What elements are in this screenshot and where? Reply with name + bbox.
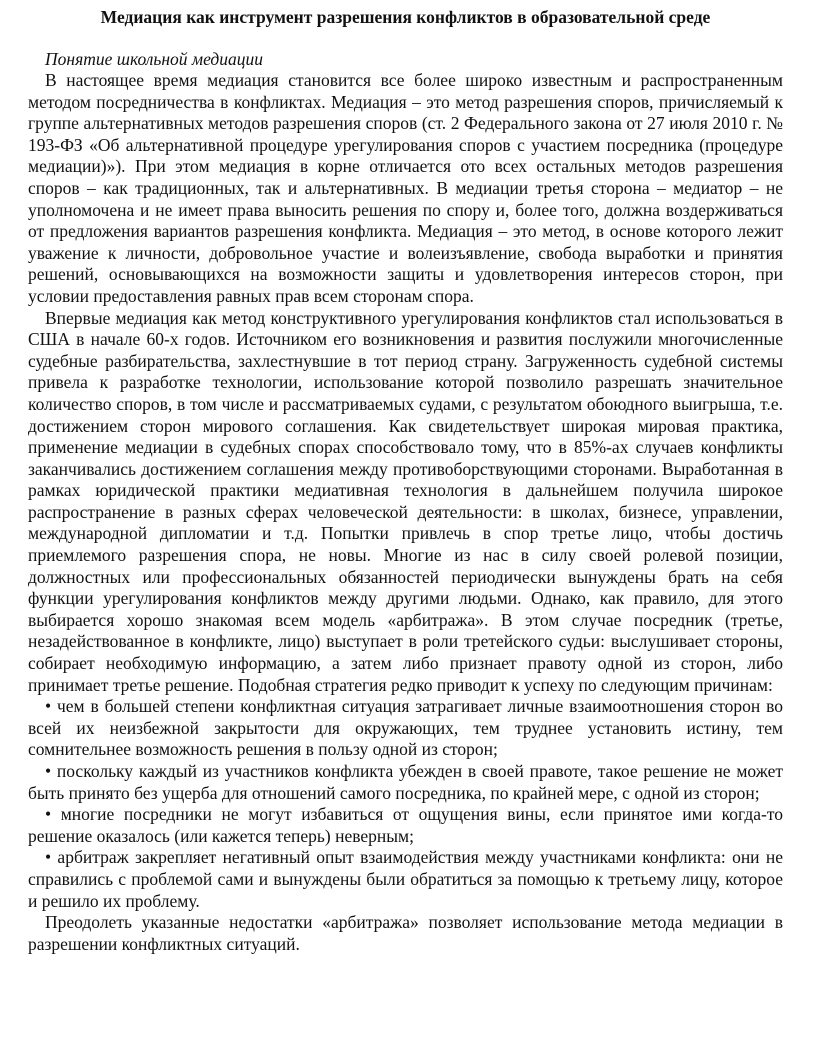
- paragraph-conclusion: Преодолеть указанные недостатки «арбитража» позволяет использование метода медиации в разрешении конфликтных ситуаций.: [28, 912, 783, 954]
- section-heading: Понятие школьной медиации: [45, 49, 264, 69]
- paragraph-history: Впервые медиация как метод конструктивного урегулирования конфликтов стал использоваться в США в начале 60-х годов. Источником его возникновения и развития послужили многочисленные судебные разбирательства, захлестнувшие в тот период страну. Загруженность судебной системы привела к разработке технологии, использование которой позволило разрешать значительное количество споров, в том числе и рассматриваемых судами, с результатом обоюдного выигрыша, т.е. достижением сторон мирового соглашения. Как свидетельствует широкая мировая практика, применение медиации в судебных спорах способствовало тому, что в 85%-ах случаев конфликты заканчивались достижением соглашения между противоборствующими сторонами. Выработанная в рамках юридической практики медиативная технология в дальнейшем получила широкое распространение в разных сферах человеческой деятельности: в школах, бизнесе, управлении, международной дипломатии и т.д. Попытки привлечь в спор третье лицо, чтобы достичь приемлемого разрешения спора, не новы. Многие из нас в силу своей ролевой позиции, должностных или профессиональных обязанностей периодически вынуждены брать на себя функции урегулирования конфликтов между другими людьми. Однако, как правило, для этого выбирается хорошо знакомая всем модель «арбитража». В этом случае посредник (третье, незадействованное в конфликте, лицо) выступает в роли третейского судьи: выслушивает стороны, собирает необходимую информацию, а затем либо признает правоту одной из сторон, либо принимает третье решение. Подобная стратегия редко приводит к успеху по следующим причинам:: [28, 307, 783, 695]
- list-item-reason-3: • многие посредники не могут избавиться от ощущения вины, если принятое ими когда-то решение оказалось (или кажется теперь) неверным;: [28, 804, 783, 846]
- list-item-reason-4: • арбитраж закрепляет негативный опыт взаимодействия между участниками конфликта: они не справились с проблемой сами и вынуждены были обратиться за помощью к третьему лицу, которое и решило их проблему.: [28, 847, 783, 911]
- list-item-reason-1: • чем в большей степени конфликтная ситуация затрагивает личные взаимоотношения сторон во всей их неизбежной закрытости для окружающих, тем труднее установить истину, тем сомнительнее возможность решения в пользу одной из сторон;: [28, 696, 783, 760]
- paragraph-intro: В настоящее время медиация становится все более широко известным и распространенным методом посредничества в конфликтах. Медиация – это метод разрешения споров, причисляемый к группе альтернативных методов разрешения споров (ст. 2 Федерального закона от 27 июля 2010 г. № 193-ФЗ «Об альтернативной процедуре урегулирования споров с участием посредника (процедуре медиации)»). При этом медиация в корне отличается ото всех остальных методов разрешения споров – как традиционных, так и альтернативных. В медиации третья сторона – медиатор – не уполномочена и не имеет права выносить решения по спору и, более того, должна воздерживаться от предложения вариантов разрешения конфликта. Медиация – это метод, в основе которого лежит уважение к личности, добровольное участие и волеизъявление, свобода выработки и принятия решений, основывающихся на возможности защиты и удовлетворения интересов сторон, при условии предоставления равных прав всем сторонам спора.: [28, 70, 783, 306]
- list-item-reason-2: • поскольку каждый из участников конфликта убежден в своей правоте, такое решение не может быть принято без ущерба для отношений самого посредника, по крайней мере, с одной из сторон;: [28, 761, 783, 803]
- document-page: [28, 6, 783, 955]
- document-title: Медиация как инструмент разрешения конфликтов в образовательной среде: [100, 7, 711, 27]
